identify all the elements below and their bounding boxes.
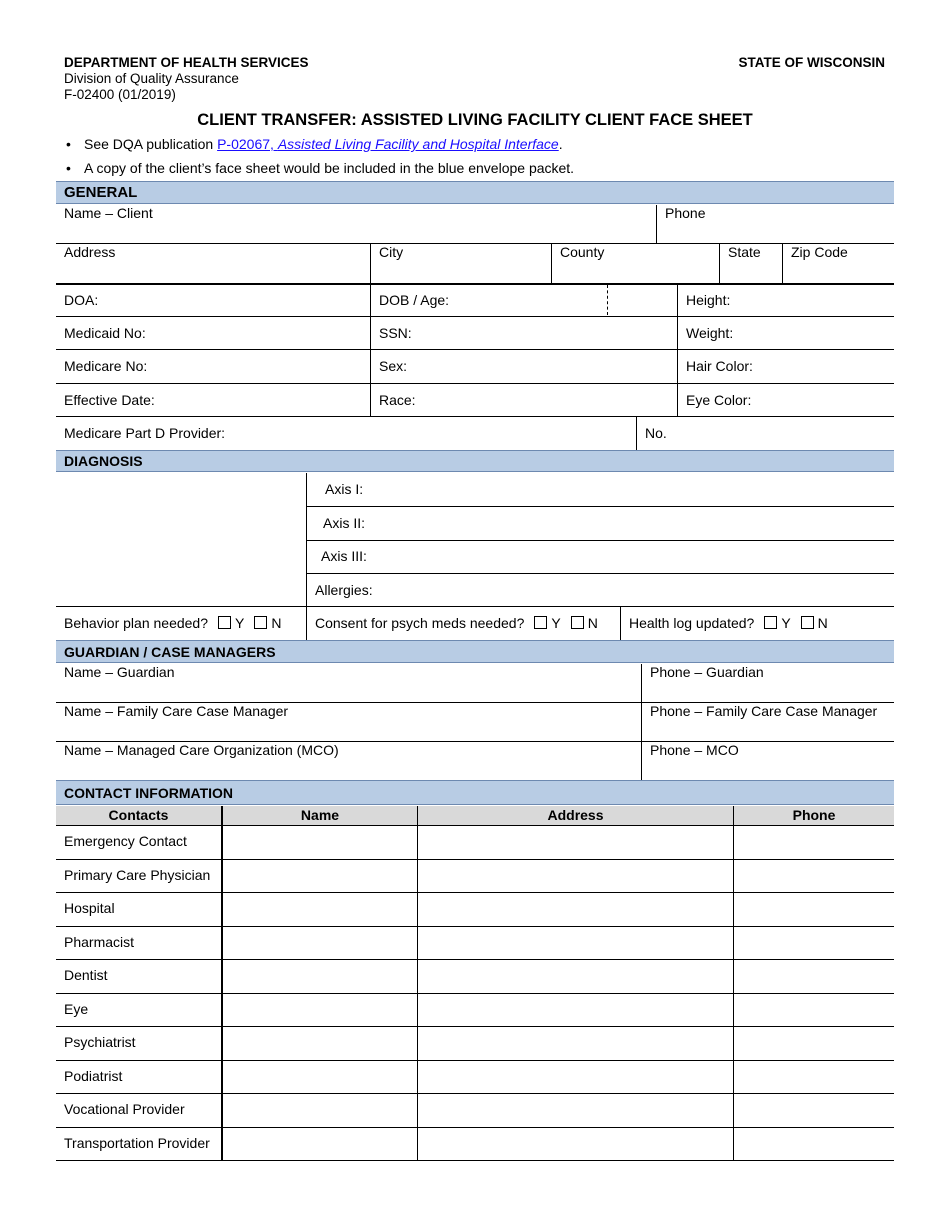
county-field[interactable]: County [560,244,605,260]
contact-name-cell[interactable] [223,892,417,925]
phone-fccm-field[interactable]: Phone – Family Care Case Manager [650,703,878,719]
yes-label: Y [781,615,791,631]
contact-phone-cell[interactable] [734,1026,894,1059]
city-field[interactable]: City [379,244,404,260]
no-label: N [271,615,282,631]
health-log-yes-checkbox[interactable] [764,616,777,629]
yes-label: Y [235,615,245,631]
column-header-name: Name [223,806,417,825]
contact-name-cell[interactable] [223,926,417,959]
contact-address-cell[interactable] [418,1127,733,1160]
contact-address-cell[interactable] [418,892,733,925]
contact-type-label: Pharmacist [64,933,135,950]
contact-address-cell[interactable] [418,1093,733,1126]
publication-link[interactable] [217,136,559,152]
zip-code-field[interactable]: Zip Code [791,244,848,260]
form-number: F-02400 (01/2019) [64,87,176,102]
behavior-plan-question [64,615,281,631]
contact-name-cell[interactable] [223,1127,417,1160]
contact-name-cell[interactable] [223,1060,417,1093]
hair-color-field[interactable]: Hair Color: [686,358,753,374]
medicare-part-d-field[interactable]: Medicare Part D Provider: [64,425,226,441]
bullet-blue-envelope [66,160,574,176]
yes-label: Y [551,615,561,631]
sex-field[interactable]: Sex: [379,358,408,374]
name-client-field[interactable]: Name – Client [64,205,153,221]
contact-address-cell[interactable] [418,825,733,858]
bullet-dot-icon: • [66,136,71,152]
medicaid-field[interactable]: Medicaid No: [64,325,146,341]
contact-phone-cell[interactable] [734,993,894,1026]
height-field[interactable]: Height: [686,292,731,308]
column-header-contacts: Contacts [56,806,221,825]
race-field[interactable]: Race: [379,392,416,408]
allergies-field[interactable]: Allergies: [315,582,373,598]
contact-name-cell[interactable] [223,959,417,992]
publication-link-text: P-02067, Assisted Living Facility and Hospital Interface [217,136,559,152]
contact-name-cell[interactable] [223,825,417,858]
consent-no-checkbox[interactable] [571,616,584,629]
bullet-text: A copy of the client’s face sheet would be included in the blue envelope packet. [84,160,575,176]
section-general-heading: GENERAL [56,181,894,204]
no-label: N [817,615,828,631]
contact-type-label: Eye [64,1000,89,1017]
section-contact-heading: CONTACT INFORMATION [56,780,894,805]
contact-phone-cell[interactable] [734,1060,894,1093]
contact-phone-cell[interactable] [734,926,894,959]
contact-phone-cell[interactable] [734,892,894,925]
contact-type-label: Podiatrist [64,1067,123,1084]
contact-phone-cell[interactable] [734,1093,894,1126]
contact-address-cell[interactable] [418,926,733,959]
weight-field[interactable]: Weight: [686,325,734,341]
section-diagnosis-heading: DIAGNOSIS [56,450,894,472]
contact-name-cell[interactable] [223,1026,417,1059]
no-label: N [587,615,598,631]
contact-type-label: Hospital [64,900,115,916]
health-log-label: Health log updated? [629,615,755,631]
bullet-text: See DQA publication [84,136,218,152]
section-guardian-heading: GUARDIAN / CASE MANAGERS [56,640,894,663]
effective-date-field[interactable]: Effective Date: [64,392,155,408]
contact-name-cell[interactable] [223,859,417,892]
contact-type-label: Emergency Contact [64,833,187,849]
contact-address-cell[interactable] [418,1026,733,1059]
page-title: CLIENT TRANSFER: ASSISTED LIVING FACILITY CLIENT FACE SHEET [197,111,753,129]
phone-guardian-field[interactable]: Phone – Guardian [650,664,764,680]
consent-psych-question [315,615,598,631]
contact-phone-cell[interactable] [734,825,894,858]
contact-address-cell[interactable] [418,859,733,892]
state-field[interactable]: State [728,244,761,260]
health-log-no-checkbox[interactable] [801,616,814,629]
part-d-number-field[interactable]: No. [645,425,667,441]
contact-type-label: Dentist [64,967,108,983]
eye-color-field[interactable]: Eye Color: [686,392,752,408]
division-name: Division of Quality Assurance [64,71,239,86]
department-name: DEPARTMENT OF HEALTH SERVICES [64,55,309,70]
axis-3-field[interactable]: Axis III: [321,548,367,564]
contact-phone-cell[interactable] [734,859,894,892]
medicare-field[interactable]: Medicare No: [64,358,148,374]
doa-field[interactable]: DOA: [64,292,99,308]
phone-field[interactable]: Phone [665,205,706,221]
behavior-no-checkbox[interactable] [254,616,267,629]
state-name: STATE OF WISCONSIN [738,55,885,70]
column-header-address: Address [418,806,733,825]
contact-phone-cell[interactable] [734,959,894,992]
axis-1-field[interactable]: Axis I: [325,481,364,497]
address-field[interactable]: Address [64,244,116,260]
contact-type-label: Psychiatrist [64,1034,136,1050]
contact-address-cell[interactable] [418,1060,733,1093]
behavior-plan-label: Behavior plan needed? [64,615,209,631]
contact-phone-cell[interactable] [734,1127,894,1160]
contact-type-label: Transportation Provider [64,1134,210,1151]
phone-mco-field[interactable]: Phone – MCO [650,742,739,758]
contact-address-cell[interactable] [418,993,733,1026]
contact-name-cell[interactable] [223,993,417,1026]
column-header-phone: Phone [734,806,894,825]
bullet-dot-icon: • [66,160,71,176]
name-guardian-field[interactable]: Name – Guardian [64,664,175,680]
ssn-field[interactable]: SSN: [379,325,412,341]
consent-yes-checkbox[interactable] [534,616,547,629]
contact-type-label: Vocational Provider [64,1101,185,1117]
dob-age-field[interactable]: DOB / Age: [379,292,450,308]
bullet-publication [66,136,563,152]
health-log-question [629,615,828,631]
contact-name-cell[interactable] [223,1093,417,1126]
bullet-suffix: . [558,136,563,152]
name-mco-field[interactable]: Name – Managed Care Organization (MCO) [64,742,339,758]
contact-address-cell[interactable] [418,959,733,992]
axis-2-field[interactable]: Axis II: [323,515,366,531]
consent-psych-label: Consent for psych meds needed? [315,615,525,631]
behavior-yes-checkbox[interactable] [218,616,231,629]
name-fccm-field[interactable]: Name – Family Care Case Manager [64,703,289,719]
contact-type-label: Primary Care Physician [64,866,211,883]
row-divider [56,1160,894,1161]
